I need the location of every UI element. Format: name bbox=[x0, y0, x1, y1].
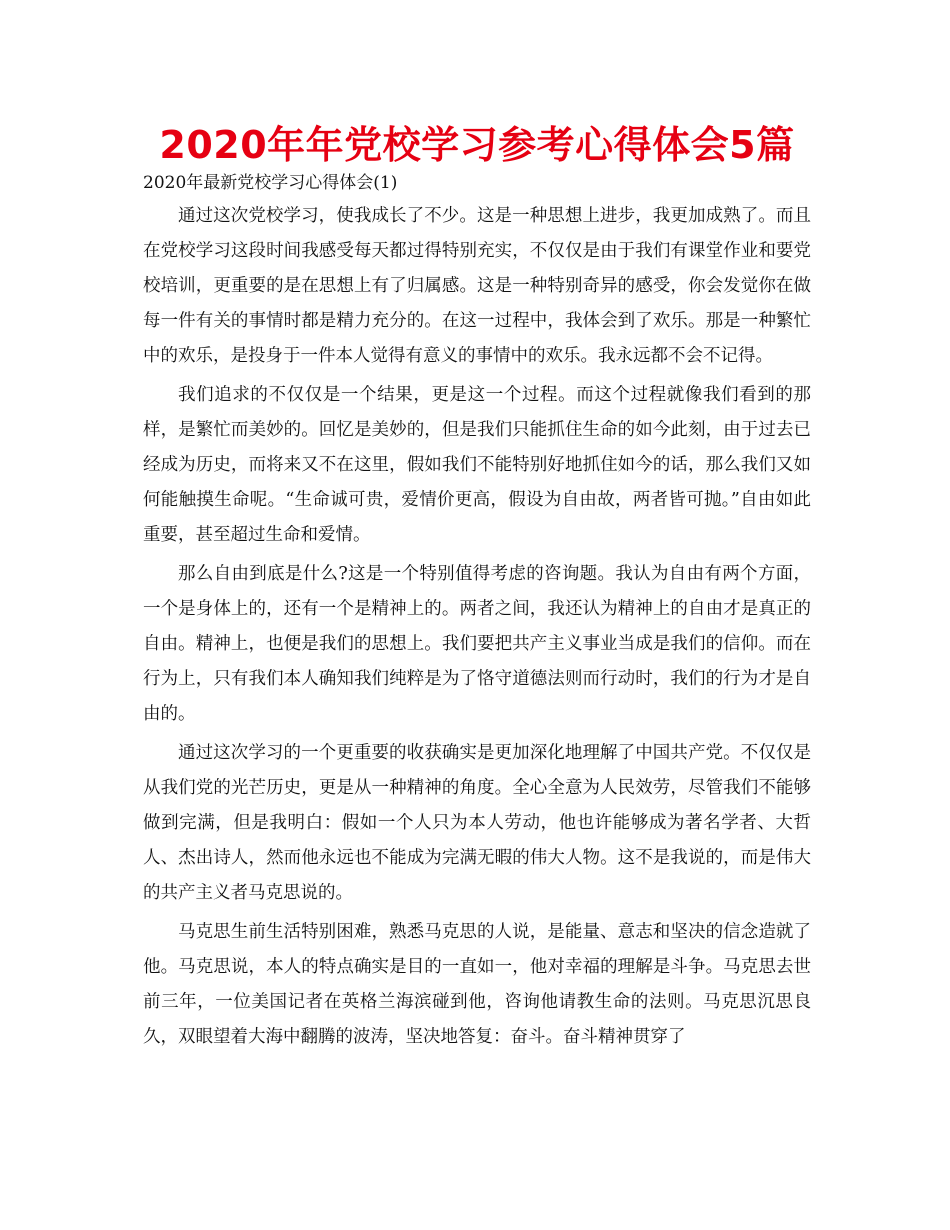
document-page bbox=[143, 120, 811, 1055]
paragraph-2: 我们追求的不仅仅是一个结果，更是这一个过程。而这个过程就像我们看到的那样，是繁忙而美妙的。回忆是美妙的，但是我们只能抓住生命的如今此刻，由于过去已经成为历史，而将来又不在这里，假如我们不能特别好地抓住如今的话，那么我们又如何能触摸生命呢。“生命诚可贵，爱情价更高，假设为自由故，两者皆可抛。”自由如此重要，甚至超过生命和爱情。 bbox=[143, 385, 811, 545]
document-subtitle: 2020年最新党校学习心得体会(1) bbox=[143, 173, 398, 193]
paragraph-3: 那么自由到底是什么?这是一个特别值得考虑的咨询题。我认为自由有两个方面，一个是身体上的，还有一个是精神上的。两者之间，我还认为精神上的自由才是真正的自由。精神上，也便是我们的思想上。我们要把共产主义事业当成是我们的信仰。而在行为上，只有我们本人确知我们纯粹是为了恪守道德法则而行动时，我们的行为才是自由的。 bbox=[143, 564, 811, 724]
document-title: 2020年年党校学习参考心得体会5篇 bbox=[159, 123, 795, 167]
paragraph-1: 通过这次党校学习，使我成长了不少。这是一种思想上进步，我更加成熟了。而且在党校学习这段时间我感受每天都过得特别充实，不仅仅是由于我们有课堂作业和要党校培训，更重要的是在思想上有了归属感。这是一种特别奇异的感受，你会发觉你在做每一件有关的事情时都是精力充分的。在这一过程中，我体会到了欢乐。那是一种繁忙中的欢乐，是投身于一件本人觉得有意义的事情中的欢乐。我永远都不会不记得。 bbox=[143, 206, 811, 366]
paragraph-4: 通过这次学习的一个更重要的收获确实是更加深化地理解了中国共产党。不仅仅是从我们党的光芒历史，更是从一种精神的角度。全心全意为人民效劳，尽管我们不能够做到完满，但是我明白：假如一个人只为本人劳动，他也许能够成为著名学者、大哲人、杰出诗人，然而他永远也不能成为完满无暇的伟大人物。这不是我说的，而是伟大的共产主义者马克思说的。 bbox=[143, 743, 811, 903]
paragraph-5: 马克思生前生活特别困难，熟悉马克思的人说，是能量、意志和坚决的信念造就了他。马克思说，本人的特点确实是目的一直如一，他对幸福的理解是斗争。马克思去世前三年，一位美国记者在英格兰海滨碰到他，咨询他请教生命的法则。马克思沉思良久，双眼望着大海中翻腾的波涛，坚决地答复：奋斗。奋斗精神贯穿了 bbox=[143, 922, 811, 1047]
